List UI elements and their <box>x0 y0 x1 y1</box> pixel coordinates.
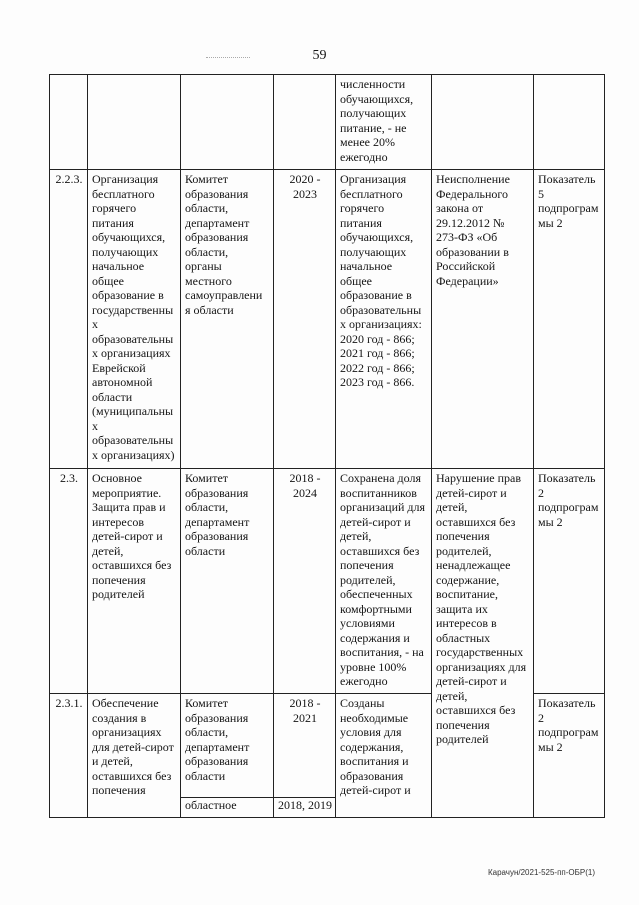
activity-cell: Организация бесплатного горячего питания обучающихся, получающих начальное общее образование в государственны х образовательны х организациях Еврейской автономной области (муниципальны х образовательны х организациях) <box>88 170 181 469</box>
responsible-cell: Комитет образования области, департамент образования области <box>181 469 274 694</box>
consequence-cell: Неисполнение Федерального закона от 29.12.2012 № 273-ФЗ «Об образовании в Российской Федерации» <box>432 170 534 469</box>
responsible-cell <box>181 75 274 170</box>
page-number: 59 <box>312 48 327 63</box>
consequence-cell <box>432 75 534 170</box>
responsible-text: Комитет образования области, департамент образования области <box>185 696 250 783</box>
row-number-cell: 2.2.3. <box>50 170 88 469</box>
activity-cell <box>88 75 181 170</box>
table-row <box>50 469 605 694</box>
period-cell <box>274 75 336 170</box>
result-cell: Созданы необходимые условия для содержания, воспитания и образования детей-сирот и <box>336 694 432 818</box>
table-row <box>50 75 605 170</box>
period-cell: 2018 - 2024 <box>274 469 336 694</box>
row-number-cell <box>50 75 88 170</box>
consequence-cell: Нарушение прав детей-сирот и детей, оставшихся без попечения родителей, ненадлежащее содержание, воспитание, защита их интересов в областных государственных организациях для детей-сирот и детей, оставшихся без попечения родителей <box>432 469 534 818</box>
result-cell: численности обучающихся, получающих питание, - не менее 20% ежегодно <box>336 75 432 170</box>
indicator-cell <box>534 75 605 170</box>
period-cell: 2020 - 2023 <box>274 170 336 469</box>
activity-cell: Основное мероприятие. Защита прав и интересов детей-сирот и детей, оставшихся без попечения родителей <box>88 469 181 694</box>
result-cell: Сохранена доля воспитанников организаций для детей-сирот и детей, оставшихся без попечения родителей, обеспеченных комфортными условиями содержания и воспитания, - на уровне 100% ежегодно <box>336 469 432 694</box>
indicator-cell: Показатель 2 подпрограм мы 2 <box>534 469 605 694</box>
program-activities-table <box>49 74 605 818</box>
result-cell: Организация бесплатного горячего питания обучающихся, получающих начальное общее образование в образовательны х организациях: 2020 год - 866; 2021 год - 866; 2022 год - 866; 2023 год - 866. <box>336 170 432 469</box>
scan-smudge <box>206 57 250 60</box>
funding-source-text: областное <box>185 798 237 812</box>
period-text: 2018 - 2021 <box>289 696 321 725</box>
indicator-cell: Показатель 2 подпрограм мы 2 <box>534 694 605 818</box>
document-reference: Карачун/2021-525-пп-ОБР(1) <box>487 868 595 877</box>
row-number-cell: 2.3. <box>50 469 88 694</box>
activity-cell: Обеспечение создания в организациях для детей-сирот и детей, оставшихся без попечения <box>88 694 181 818</box>
responsible-cell: Комитет образования области, департамент образования области, органы местного самоуправлени я области <box>181 170 274 469</box>
funding-years-text: 2018, 2019 <box>278 798 332 812</box>
responsible-cell <box>181 694 274 818</box>
indicator-cell: Показатель 5 подпрограм мы 2 <box>534 170 605 469</box>
table-row <box>50 170 605 469</box>
period-cell <box>274 694 336 818</box>
row-number-cell: 2.3.1. <box>50 694 88 818</box>
